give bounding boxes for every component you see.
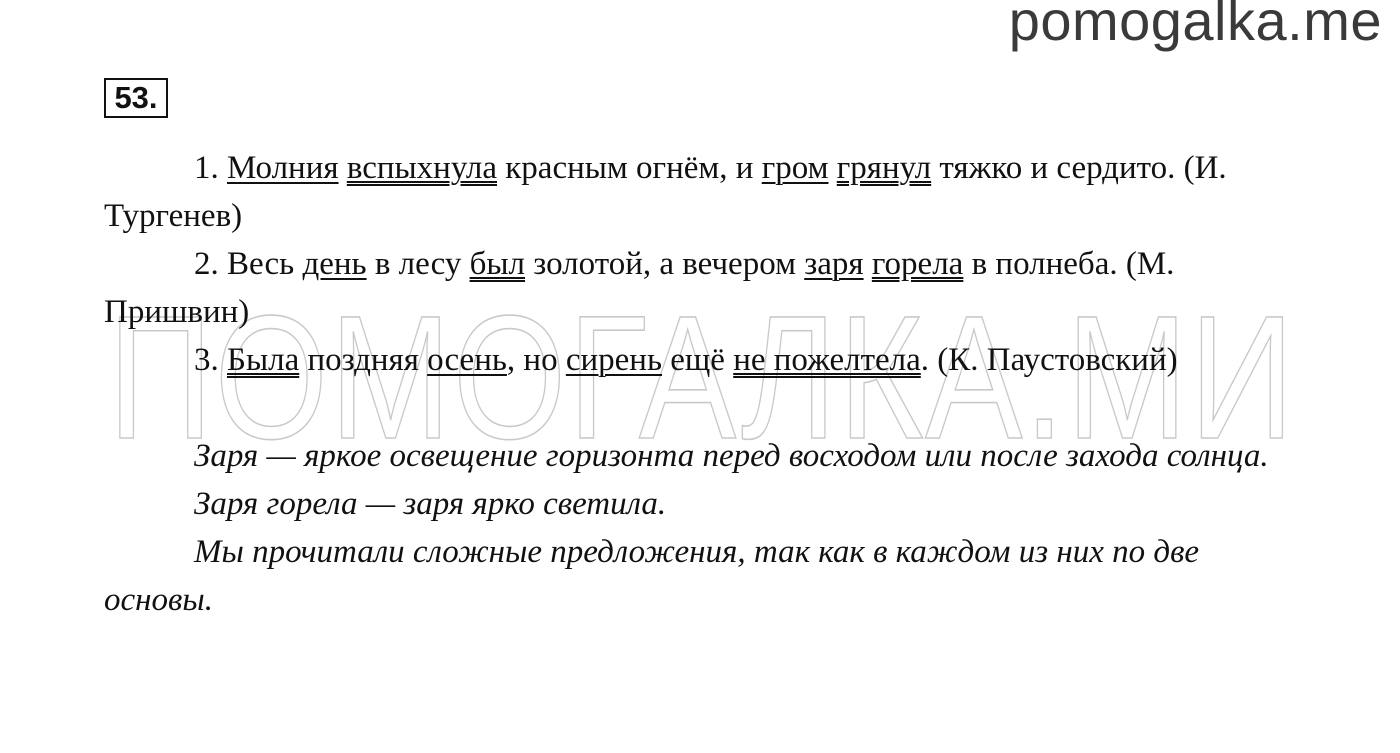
sentence-text: поздняя: [299, 342, 428, 378]
sentence-text: 1.: [194, 150, 227, 186]
predicate-word: Была: [227, 342, 300, 378]
subject-word: Молния: [227, 150, 339, 186]
sentence-text: в полнеба. (М. Пришвин): [104, 246, 1175, 330]
sentence: [104, 144, 1294, 240]
sentence-text: 3.: [194, 342, 227, 378]
sentence-text: ещё: [662, 342, 734, 378]
exercise-content: [104, 144, 1294, 624]
note-definition: Заря — яркое освещение горизонта перед восходом или после захода солнца.: [194, 438, 1269, 474]
sentence-text: [829, 150, 837, 186]
sentences-block: [104, 144, 1294, 384]
site-name: pomogalka.me: [1008, 0, 1382, 52]
subject-word: сирень: [565, 342, 662, 378]
sentence-text: в лесу: [366, 246, 470, 282]
subject-word: осень: [427, 342, 507, 378]
predicate-word: горела: [871, 246, 964, 282]
sentence-text: 2. Весь: [194, 246, 303, 282]
watermark-text: ПОМОГАЛКА.МИ: [108, 300, 1296, 450]
sentence-text: [339, 150, 347, 186]
predicate-word: был: [469, 246, 526, 282]
sentence: [104, 336, 1294, 384]
subject-word: день: [302, 246, 367, 282]
sentence-text: золотой, а вечером: [525, 246, 805, 282]
sentence-text: [864, 246, 872, 282]
sentence-text: . (К. Паустовский): [920, 342, 1178, 378]
sentence-text: красным огнём, и: [497, 150, 762, 186]
sentence-text: тяжко и сердито. (И. Тургенев): [104, 150, 1227, 234]
predicate-word: грянул: [836, 150, 932, 186]
sentence: [104, 240, 1294, 336]
explanation-block: [104, 432, 1294, 624]
predicate-word: не пожелтела: [733, 342, 921, 378]
note-meaning: Заря горела — заря ярко светила.: [194, 486, 667, 522]
sentence-text: , но: [506, 342, 566, 378]
note-conclusion: Мы прочитали сложные предложения, так как в каждом из них по две основы.: [104, 534, 1200, 618]
subject-word: заря: [804, 246, 864, 282]
subject-word: гром: [761, 150, 829, 186]
exercise-number: 53.: [104, 78, 168, 118]
predicate-word: вспыхнула: [346, 150, 498, 186]
